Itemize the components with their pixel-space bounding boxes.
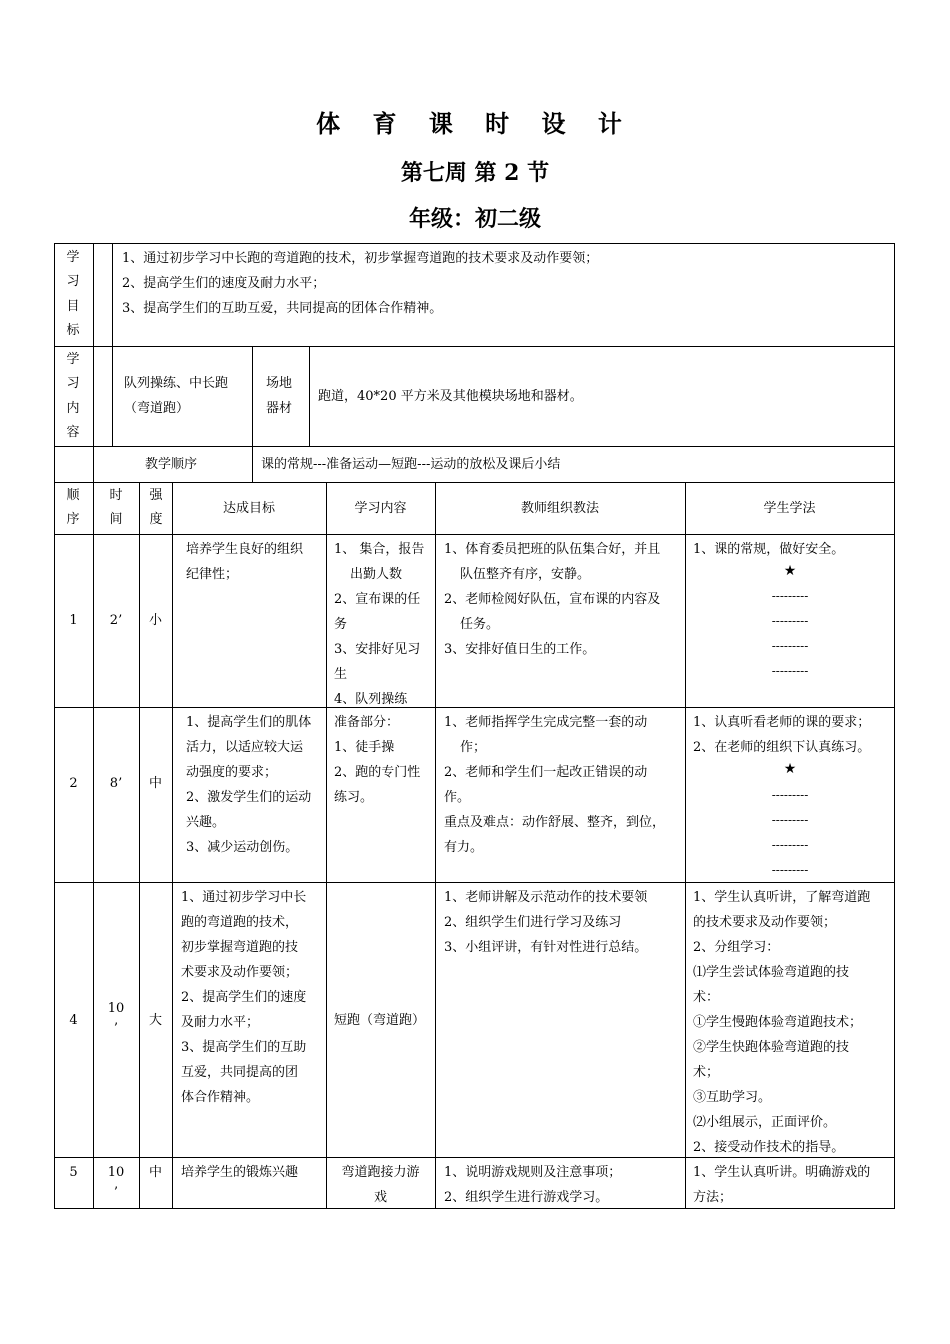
content-text-2: （弯道跑） [124,401,190,416]
goal-item: 1、通过初步学习中长跑的弯道跑的技术，初步掌握弯道跑的技术要求及动作要领； [122,251,599,266]
doc-title: 体 育 课 时 设 计 [316,109,634,138]
formation-line: --------- [771,838,809,852]
sequence-text: 课的常规---准备运动—短跑---运动的放松及课后小结 [261,457,561,472]
week-subtitle: 第七周 第 2 节 [400,160,550,186]
formation-star-icon: ★ [783,563,797,579]
venue-label-1: 场地 [266,376,293,391]
goal-item: 3、提高学生们的互助互爱，共同提高的团体合作精神。 [122,301,443,316]
formation-line: --------- [771,813,809,827]
formation-line: --------- [771,863,809,877]
goal-item: 2、提高学生们的速度及耐力水平； [122,276,326,291]
formation-line: --------- [771,614,809,628]
venue-text: 跑道，40*20 平方米及其他模块场地和器材。 [318,389,583,404]
formation-line: --------- [771,664,809,678]
formation-line: --------- [771,589,809,603]
sequence-label: 教学顺序 [145,457,198,472]
formation-star-icon: ★ [783,761,797,777]
content-text-1: 队列操练、中长跑 [124,376,229,391]
formation-line: --------- [771,639,809,653]
venue-label-2: 器材 [266,401,293,416]
grade-subtitle: 年级：初二级 [408,206,541,232]
formation-line: --------- [771,788,809,802]
